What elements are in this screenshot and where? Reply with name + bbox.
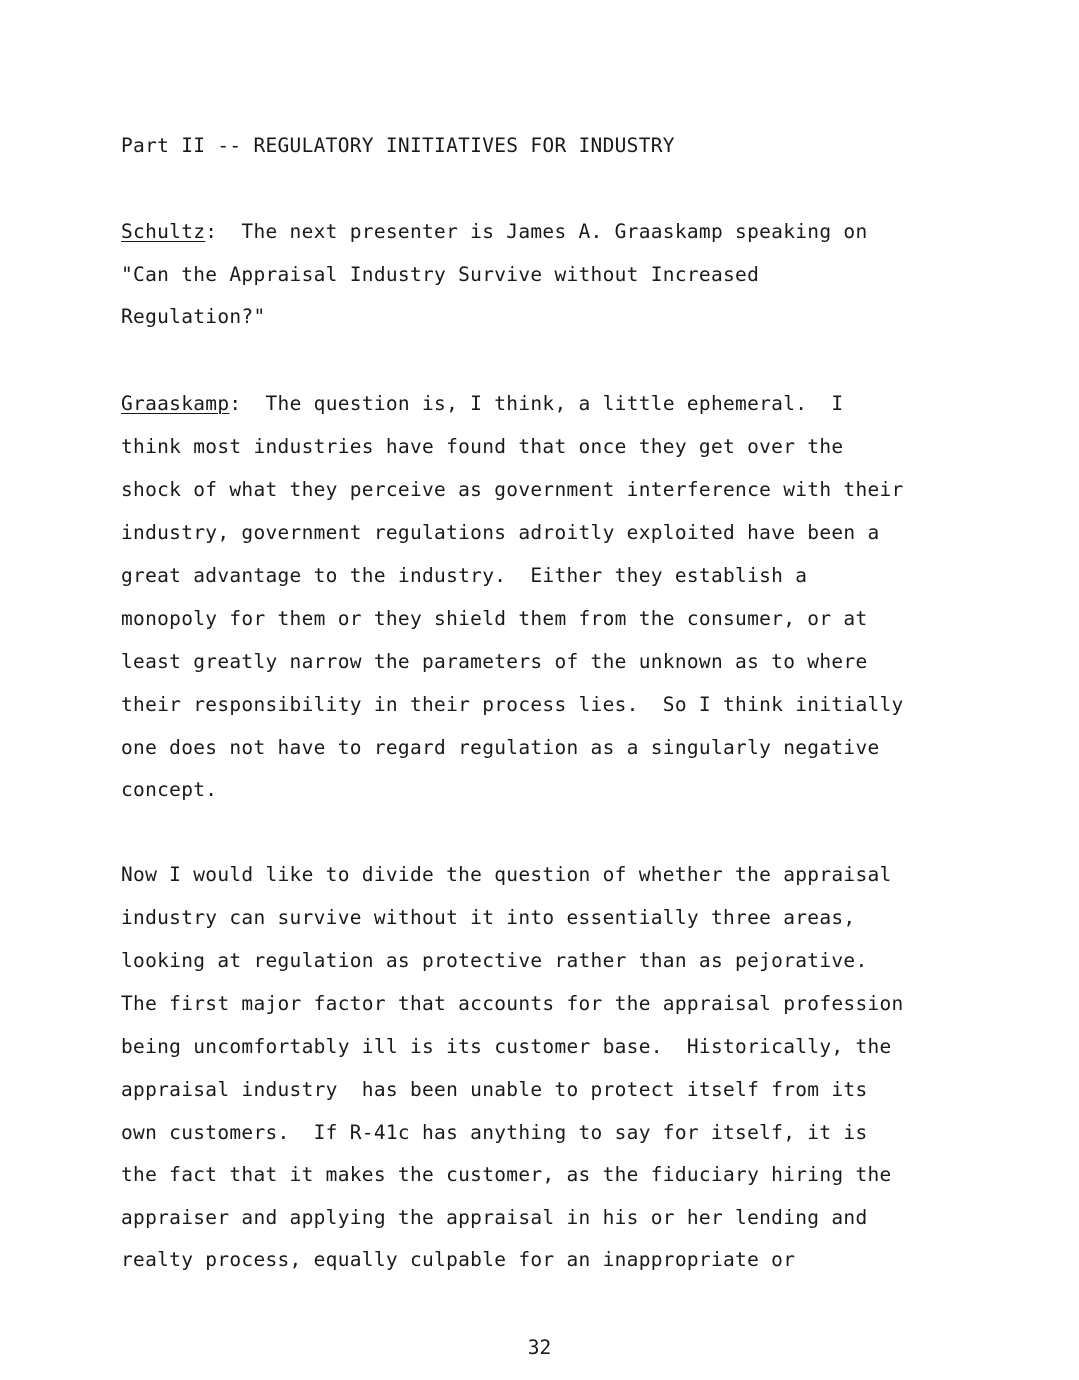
paragraph-2-line-3: shock of what they perceive as government interference with their <box>121 478 904 501</box>
paragraph-2-line-10: concept. <box>121 778 218 801</box>
paragraph-3-line-10: realty process, equally culpable for an inappropriate or <box>121 1248 796 1271</box>
paragraph-3-line-7: own customers. If R-41c has anything to say for itself, it is <box>121 1121 868 1144</box>
paragraph-1-line-1-text: : The next presenter is James A. Graaskamp speaking on <box>205 220 868 243</box>
paragraph-3-line-2: industry can survive without it into essentially three areas, <box>121 906 856 929</box>
paragraph-3-line-5: being uncomfortably ill is its customer base. Historically, the <box>121 1035 892 1058</box>
paragraph-2-line-6: monopoly for them or they shield them from the consumer, or at <box>121 607 868 630</box>
paragraph-2-line-9: one does not have to regard regulation as a singularly negative <box>121 736 880 759</box>
speaker-name: Graaskamp <box>121 392 230 415</box>
paragraph-3-line-9: appraiser and applying the appraisal in his or her lending and <box>121 1206 868 1229</box>
paragraph-2-line-2: think most industries have found that once they get over the <box>121 435 844 458</box>
paragraph-3-line-1: Now I would like to divide the question of whether the appraisal <box>121 863 892 886</box>
paragraph-2-line-7: least greatly narrow the parameters of the unknown as to where <box>121 650 868 673</box>
paragraph-3-line-3: looking at regulation as protective rather than as pejorative. <box>121 949 868 972</box>
paragraph-3-line-4: The first major factor that accounts for the appraisal profession <box>121 992 904 1015</box>
speaker-name: Schultz <box>121 220 206 243</box>
paragraph-1-line-1 <box>121 220 867 244</box>
paragraph-2-line-5: great advantage to the industry. Either they establish a <box>121 564 808 587</box>
paragraph-1-line-2: "Can the Appraisal Industry Survive without Increased <box>121 263 760 286</box>
page-number: 32 <box>527 1336 552 1359</box>
paragraph-3-line-6: appraisal industry has been unable to protect itself from its <box>121 1078 868 1101</box>
paragraph-2-line-1-text: : The question is, I think, a little ephemeral. I <box>229 392 844 415</box>
paragraph-2-line-1 <box>121 392 843 416</box>
paragraph-2-line-4: industry, government regulations adroitly exploited have been a <box>121 521 880 544</box>
paragraph-3-line-8: the fact that it makes the customer, as the fiduciary hiring the <box>121 1163 892 1186</box>
paragraph-2-line-8: their responsibility in their process lies. So I think initially <box>121 693 904 716</box>
section-heading: Part II -- REGULATORY INITIATIVES FOR INDUSTRY <box>121 134 675 157</box>
paragraph-1-line-3: Regulation?" <box>121 305 266 328</box>
